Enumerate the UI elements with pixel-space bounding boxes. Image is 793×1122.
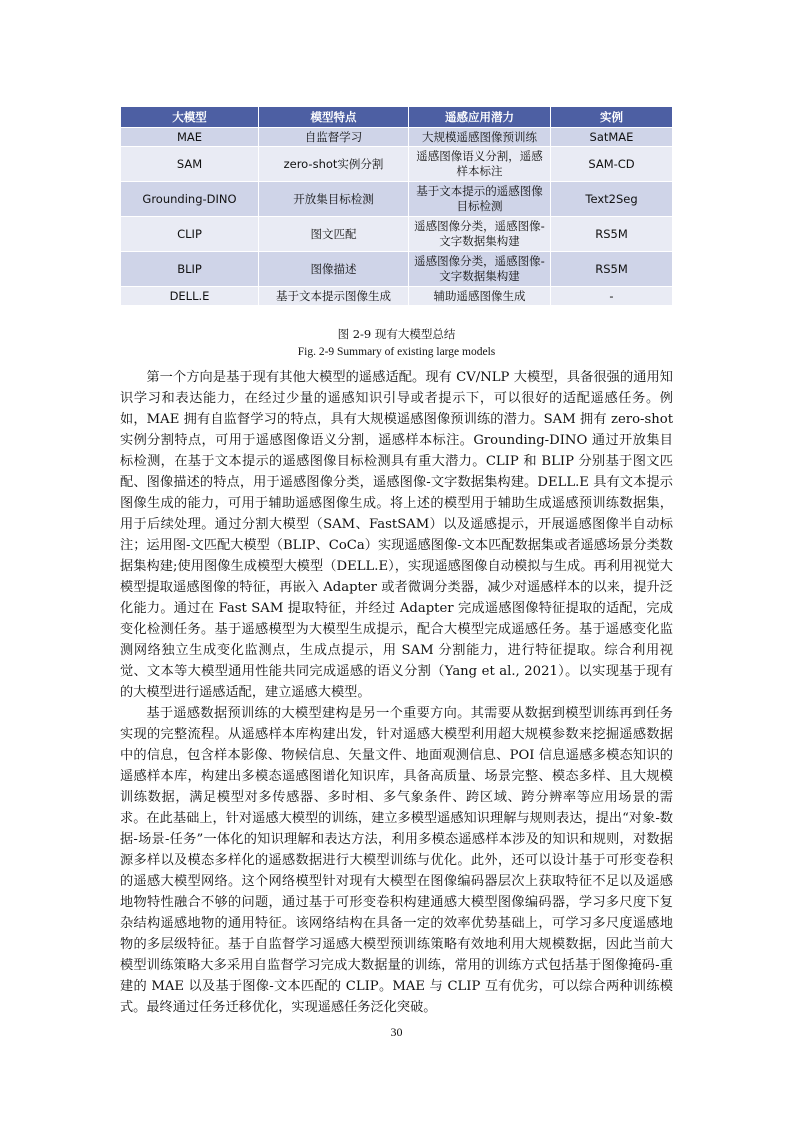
table-cell: RS5M: [551, 252, 673, 287]
page-number: 30: [390, 1025, 403, 1039]
table-row: [121, 217, 673, 252]
table-cell: 图像描述: [259, 252, 409, 287]
table-cell: BLIP: [121, 252, 259, 287]
figure-caption-english: Fig. 2-9 Summary of existing large models: [297, 346, 496, 358]
table-cell: 基于文本提示的遥感图像目标检测: [409, 182, 551, 217]
table-cell: SAM: [121, 147, 259, 182]
table-cell: 基于文本提示图像生成: [259, 287, 409, 306]
table-cell: 开放集目标检测: [259, 182, 409, 217]
table-row: [121, 147, 673, 182]
table-cell: 图文匹配: [259, 217, 409, 252]
model-summary-table: [120, 106, 673, 306]
table-cell: DELL.E: [121, 287, 259, 306]
table-row: [121, 182, 673, 217]
paragraph: 基于遥感数据预训练的大模型建构是另一个重要方向。其需要从数据到模型训练再到任务实现的完整流程。从遥感样本库构建出发，针对遥感大模型利用超大规模参数来挖掘遥感数据中的信息，包含样本影像、物候信息、矢量文件、地面观测信息、POI 信息遥感多模态知识的遥感样本库，构建出多模态遥感图谱化知识库，具备高质量、场景完整、模态多样、且大规模训练数据，满足模型对多传感器、多时相、多气象条件、跨区域、跨分辨率等应用场景的需求。在此基础上，针对遥感大模型的训练，建立多模型遥感知识理解与规则表达，提出“对象-数据-场景-任务”一体化的知识理解和表达方法，利用多模态遥感样本涉及的知识和规则，对数据源多样以及模态多样化的遥感数据进行大模型训练与优化。此外，还可以设计基于可形变卷积的遥感大模型网络。这个网络模型针对现有大模型在图像编码器层次上获取特征不足以及遥感地物特性融合不够的问题，通过基于可形变卷积构建通感大模型图像编码器，学习多尺度下复杂结构遥感地物的通用特征。该网络结构在具备一定的效率优势基础上，可学习多尺度遥感地物的多层级特征。基于自监督学习遥感大模型预训练策略有效地利用大规模数据，因此当前大模型训练策略大多采用自监督学习完成大数据量的训练，常用的训练方式包括基于图像掩码-重建的 MAE 以及基于图像-文本匹配的 CLIP。MAE 与 CLIP 互有优劣，可以综合两种训练模式。最终通过任务迁移优化，实现遥感任务泛化突破。: [120, 706, 673, 1015]
table-header-row: [121, 107, 673, 128]
header-features: 模型特点: [259, 107, 409, 128]
table-cell: SAM-CD: [551, 147, 673, 182]
table-cell: 遥感图像分类，遥感图像-文字数据集构建: [409, 217, 551, 252]
table-row: [121, 252, 673, 287]
table-row: [121, 287, 673, 306]
header-rs-potential: 遥感应用潜力: [409, 107, 551, 128]
table-row: [121, 128, 673, 147]
table-cell: 遥感图像分类，遥感图像-文字数据集构建: [409, 252, 551, 287]
table-cell: 大规模遥感图像预训练: [409, 128, 551, 147]
table-cell: MAE: [121, 128, 259, 147]
table-cell: 遥感图像语义分割，遥感样本标注: [409, 147, 551, 182]
paragraph: 第一个方向是基于现有其他大模型的遥感适配。现有 CV/NLP 大模型，具备很强的通用知识学习和表达能力，在经过少量的遥感知识引导或者提示下，可以很好的适配遥感任务。例如，MAE 拥有自监督学习的特点，具有大规模遥感图像预训练的潜力。SAM 拥有 zero-shot 实例分割特点，可用于遥感图像语义分割，遥感样本标注。Grounding-DINO 通过开放集目标检测，在基于文本提示的遥感图像目标检测具有重大潜力。CLIP 和 BLIP 分别基于图文匹配、图像描述的特点，用于遥感图像分类，遥感图像-文字数据集构建。DELL.E 具有文本提示图像生成的能力，可用于辅助遥感图像生成。将上述的模型用于辅助生成遥感预训练数据集，用于后续处理。通过分割大模型（SAM、FastSAM）以及遥感提示，开展遥感图像半自动标注；运用图-文匹配大模型（BLIP、CoCa）实现遥感图像-文本匹配数据集或者遥感场景分类数据集构建;使用图像生成模型大模型（DELL.E），实现遥感图像自动模拟与生成。再利用视觉大模型提取遥感图像的特征，再嵌入 Adapter 或者微调分类器，减少对遥感样本的以来，提升泛化能力。通过在 Fast SAM 提取特征，并经过 Adapter 完成遥感图像特征提取的适配，完成变化检测任务。基于遥感模型为大模型生成提示，配合大模型完成遥感任务。基于遥感变化监测网络独立生成变化监测点，生成点提示，用 SAM 分割能力，进行特征提取。综合利用视觉、文本等大模型通用性能共同完成遥感的语义分割（Yang et al., 2021）。以实现基于现有的大模型进行遥感适配，建立遥感大模型。: [120, 370, 673, 700]
table-cell: SatMAE: [551, 128, 673, 147]
table-cell: 自监督学习: [259, 128, 409, 147]
table-cell: CLIP: [121, 217, 259, 252]
figure-caption-chinese: 图 2-9 现有大模型总结: [337, 327, 456, 341]
table-cell: Grounding-DINO: [121, 182, 259, 217]
model-summary-table-container: [120, 106, 672, 306]
table-cell: 辅助遥感图像生成: [409, 287, 551, 306]
header-model: 大模型: [121, 107, 259, 128]
header-example: 实例: [551, 107, 673, 128]
table-cell: zero-shot实例分割: [259, 147, 409, 182]
table-cell: Text2Seg: [551, 182, 673, 217]
table-cell: -: [551, 287, 673, 306]
table-cell: RS5M: [551, 217, 673, 252]
body-text: [120, 367, 673, 1018]
